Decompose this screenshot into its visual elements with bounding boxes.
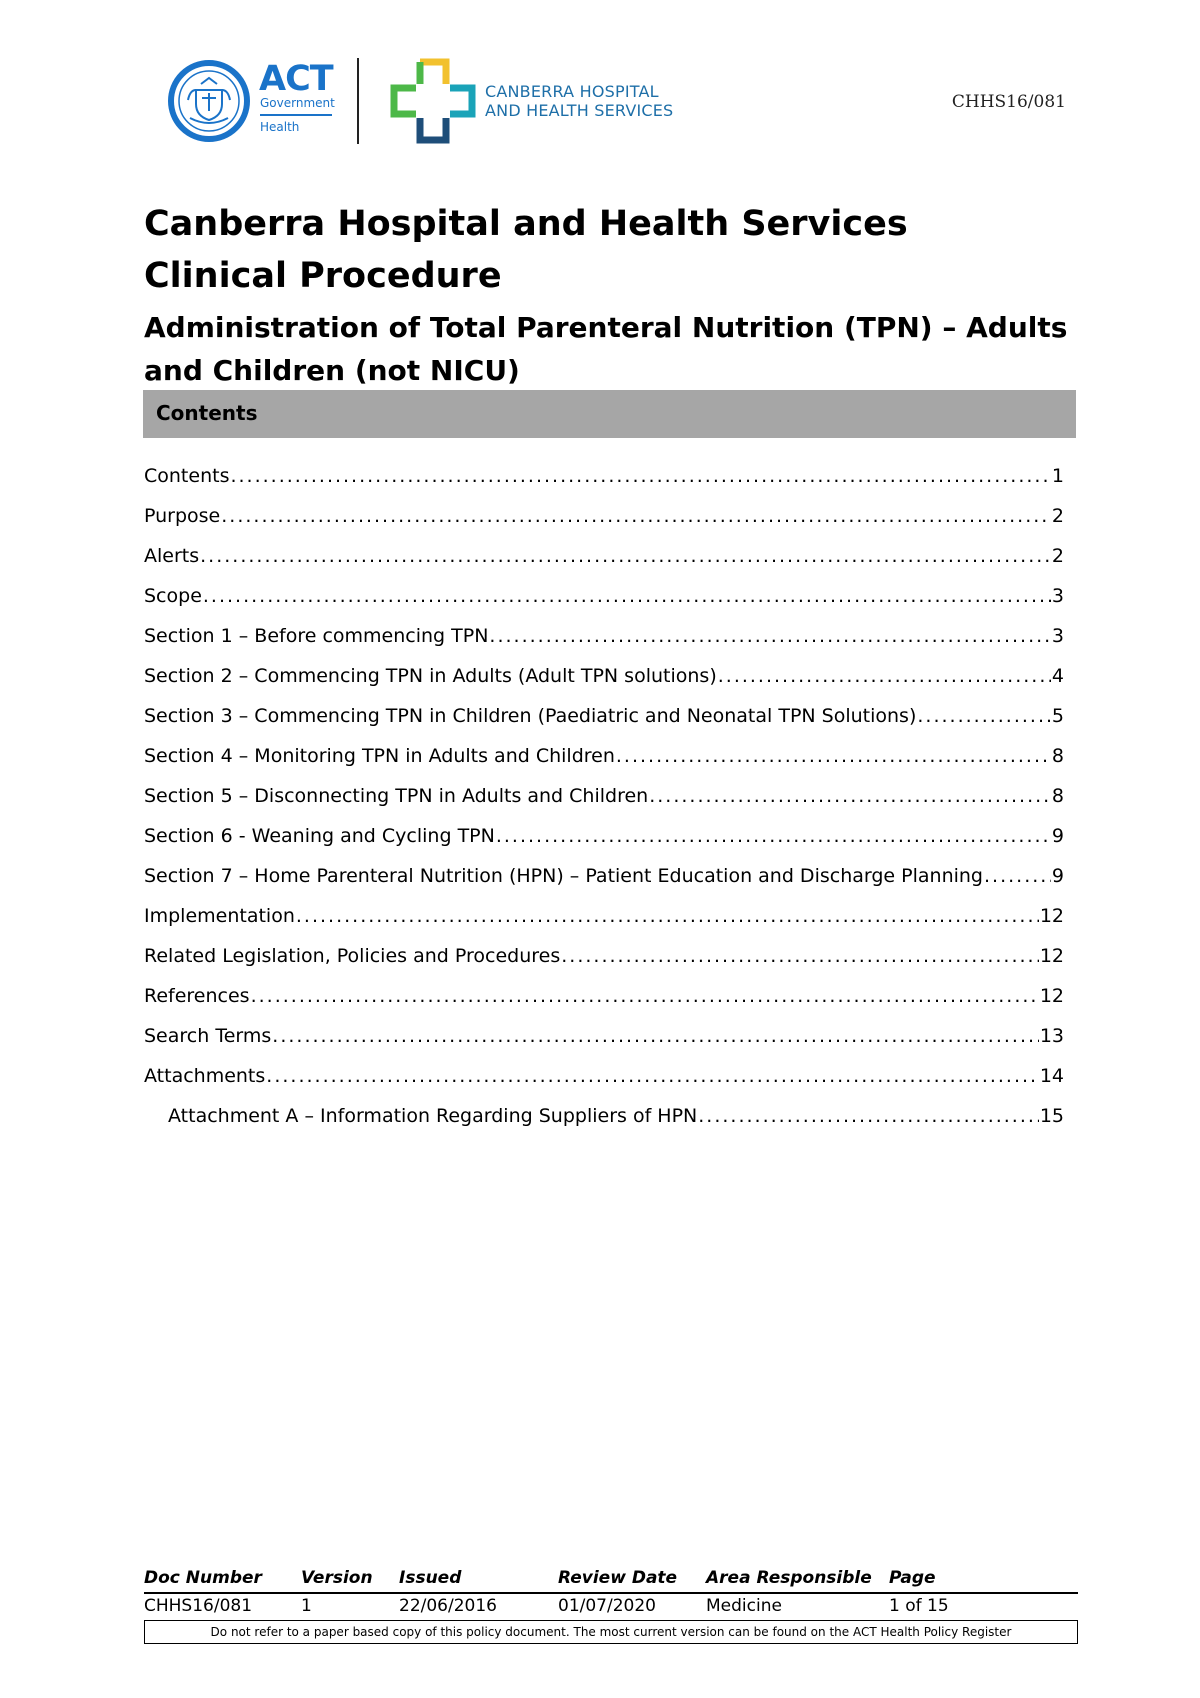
toc-entry-section-1[interactable]	[144, 625, 1064, 665]
toc-entry-title: Section 6 - Weaning and Cycling TPN	[144, 825, 495, 847]
contents-heading-bar	[143, 390, 1076, 438]
footer-label-area-responsible: Area Responsible	[706, 1568, 872, 1588]
toc-entry-title: Related Legislation, Policies and Procedures	[144, 945, 561, 967]
toc-entry-title: Search Terms	[144, 1025, 272, 1047]
toc-entry-page: 12	[1039, 945, 1064, 967]
toc-entry-title: Alerts	[144, 545, 200, 567]
toc-entry-title: Attachment A – Information Regarding Suppliers of HPN	[168, 1105, 698, 1127]
footer-label-review-date: Review Date	[558, 1568, 678, 1588]
toc-entry-page: 13	[1039, 1025, 1064, 1047]
footer-policy-note: Do not refer to a paper based copy of this policy document. The most current version can be found on the ACT Health Policy Register	[144, 1620, 1078, 1644]
footer-value-review-date: 01/07/2020	[558, 1596, 656, 1616]
footer-value-doc-number: CHHS16/081	[144, 1596, 253, 1616]
toc-entry-attachment-a[interactable]	[144, 1105, 1064, 1145]
chhs-logo-line2: AND HEALTH SERVICES	[485, 101, 674, 120]
act-logo-wordmark: ACT	[259, 59, 333, 99]
footer-labels-row	[144, 1568, 1078, 1592]
toc-entry-section-4[interactable]	[144, 745, 1064, 785]
footer-label-page: Page	[889, 1568, 936, 1588]
medical-cross-icon	[390, 58, 476, 144]
toc-entry-page: 9	[1051, 825, 1064, 847]
table-of-contents	[144, 465, 1064, 1145]
footer-values-row	[144, 1594, 1078, 1618]
act-logo-health: Health	[260, 120, 300, 134]
toc-entry-page: 2	[1051, 505, 1064, 527]
toc-entry-section-2[interactable]	[144, 665, 1064, 705]
toc-entry-search-terms[interactable]	[144, 1025, 1064, 1065]
chhs-logo-line1: CANBERRA HOSPITAL	[485, 82, 659, 101]
toc-entry-page: 1	[1051, 465, 1064, 487]
toc-entry-title: Implementation	[144, 905, 295, 927]
toc-entry-section-5[interactable]	[144, 785, 1064, 825]
toc-entry-title: Section 7 – Home Parenteral Nutrition (HPN) – Patient Education and Discharge Planning	[144, 865, 983, 887]
toc-entry-attachments[interactable]	[144, 1065, 1064, 1105]
chhs-logo	[390, 58, 690, 144]
toc-entry-page: 12	[1039, 985, 1064, 1007]
toc-entry-title: Section 2 – Commencing TPN in Adults (Adult TPN solutions)	[144, 665, 717, 687]
organisation-title: Canberra Hospital and Health Services	[144, 204, 908, 244]
toc-entry-page: 3	[1051, 585, 1064, 607]
logo-divider	[357, 58, 359, 144]
toc-entry-title: Section 1 – Before commencing TPN	[144, 625, 489, 647]
toc-entry-title: Attachments	[144, 1065, 266, 1087]
toc-entry-page: 2	[1051, 545, 1064, 567]
toc-entry-page: 9	[1051, 865, 1064, 887]
procedure-title: Administration of Total Parenteral Nutrition (TPN) – Adults and Children (not NICU)	[144, 311, 1068, 387]
act-government-health-logo	[168, 58, 333, 148]
toc-entry-purpose[interactable]	[144, 505, 1064, 545]
footer-value-page: 1 of 15	[889, 1596, 949, 1616]
contents-heading: Contents	[156, 401, 258, 425]
toc-entry-scope[interactable]	[144, 585, 1064, 625]
toc-entry-title: Contents	[144, 465, 230, 487]
footer-label-issued: Issued	[399, 1568, 462, 1588]
toc-entry-title: Scope	[144, 585, 202, 607]
document-type-title: Clinical Procedure	[144, 256, 502, 296]
toc-entry-page: 14	[1039, 1065, 1064, 1087]
toc-entry-title: Section 5 – Disconnecting TPN in Adults and Children	[144, 785, 649, 807]
toc-entry-page: 12	[1039, 905, 1064, 927]
footer-label-version: Version	[301, 1568, 373, 1588]
toc-entry-page: 5	[1051, 705, 1064, 727]
footer-value-issued: 22/06/2016	[399, 1596, 497, 1616]
toc-entry-alerts[interactable]	[144, 545, 1064, 585]
toc-entry-page: 15	[1039, 1105, 1064, 1127]
toc-entry-title: Purpose	[144, 505, 221, 527]
footer-value-version: 1	[301, 1596, 312, 1616]
act-logo-government: Government	[260, 96, 335, 110]
footer-label-doc-number: Doc Number	[144, 1568, 262, 1588]
act-logo-rule	[260, 114, 332, 116]
toc-entry-references[interactable]	[144, 985, 1064, 1025]
footer-value-area-responsible: Medicine	[706, 1596, 782, 1616]
toc-entry-contents[interactable]	[144, 465, 1064, 505]
toc-entry-implementation[interactable]	[144, 905, 1064, 945]
toc-entry-section-7[interactable]	[144, 865, 1064, 905]
toc-entry-title: Section 3 – Commencing TPN in Children (Paediatric and Neonatal TPN Solutions)	[144, 705, 917, 727]
act-crest-icon	[168, 60, 250, 142]
toc-entry-related-legislation[interactable]	[144, 945, 1064, 985]
title-block	[144, 198, 1080, 392]
toc-entry-page: 8	[1051, 745, 1064, 767]
toc-entry-section-3[interactable]	[144, 705, 1064, 745]
document-footer	[144, 1568, 1078, 1644]
toc-entry-title: Section 4 – Monitoring TPN in Adults and Children	[144, 745, 615, 767]
toc-entry-page: 3	[1051, 625, 1064, 647]
toc-entry-page: 4	[1051, 665, 1064, 687]
document-reference: CHHS16/081	[951, 92, 1066, 112]
toc-entry-section-6[interactable]	[144, 825, 1064, 865]
toc-entry-title: References	[144, 985, 250, 1007]
toc-entry-page: 8	[1051, 785, 1064, 807]
